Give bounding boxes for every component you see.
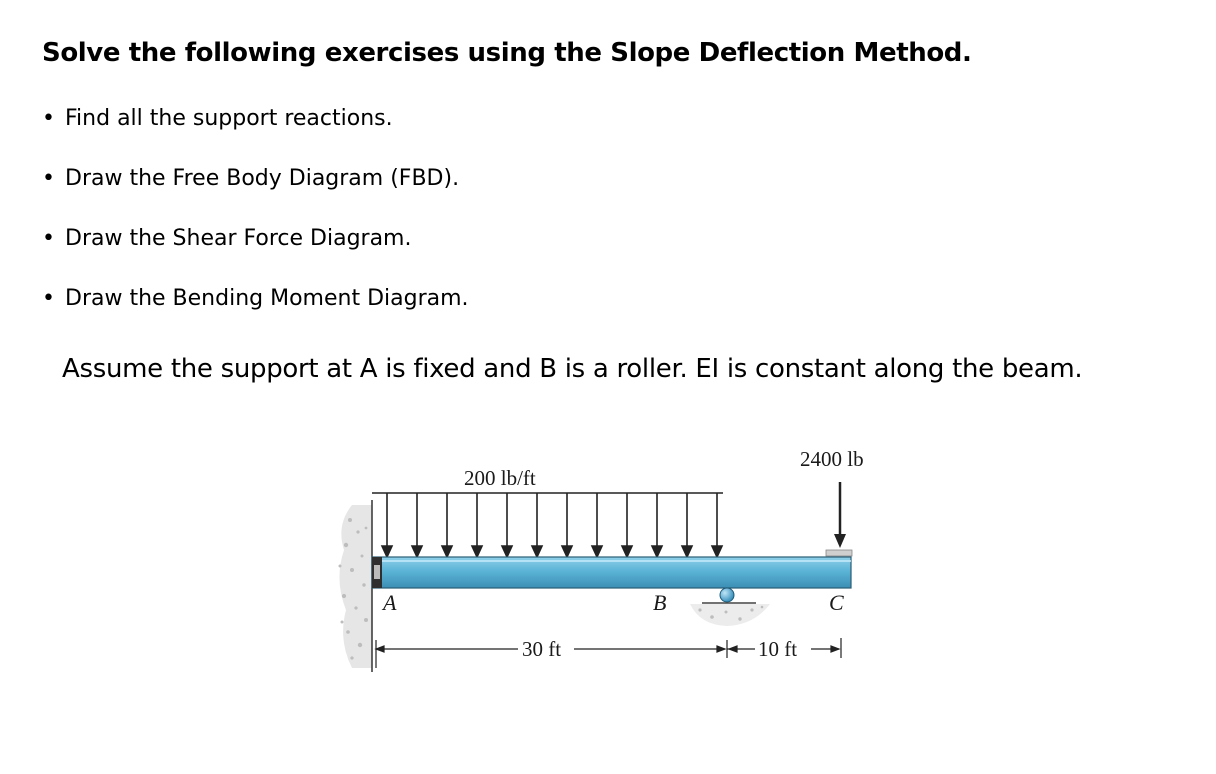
- task-text: Draw the Free Body Diagram (FBD).: [65, 166, 460, 191]
- span-bc-label: 10 ft: [758, 637, 798, 661]
- task-text: Find all the support reactions.: [65, 106, 393, 131]
- page-title: Solve the following exercises using the Slope Deflection Method.: [42, 38, 972, 68]
- bullet-icon: •: [42, 166, 55, 191]
- roller-support: [690, 588, 770, 626]
- bullet-icon: •: [42, 106, 55, 131]
- point-load-label: 2400 lb: [800, 447, 864, 471]
- distributed-load-label: 200 lb/ft: [464, 466, 536, 490]
- beam: [372, 557, 851, 588]
- bullet-icon: •: [42, 226, 55, 251]
- end-c-label: C: [829, 590, 844, 615]
- point-load-arrow: [826, 482, 852, 556]
- support-a-label: A: [383, 590, 397, 615]
- task-text: Draw the Shear Force Diagram.: [65, 226, 412, 251]
- distributed-load: [372, 493, 723, 557]
- assumption-text: Assume the support at A is fixed and B is a roller. EI is constant along the beam.: [62, 354, 1083, 384]
- fixed-wall: [339, 500, 373, 672]
- span-ab-label: 30 ft: [522, 637, 562, 661]
- task-text: Draw the Bending Moment Diagram.: [65, 286, 469, 311]
- support-b-label: B: [653, 590, 667, 615]
- bullet-icon: •: [42, 286, 55, 311]
